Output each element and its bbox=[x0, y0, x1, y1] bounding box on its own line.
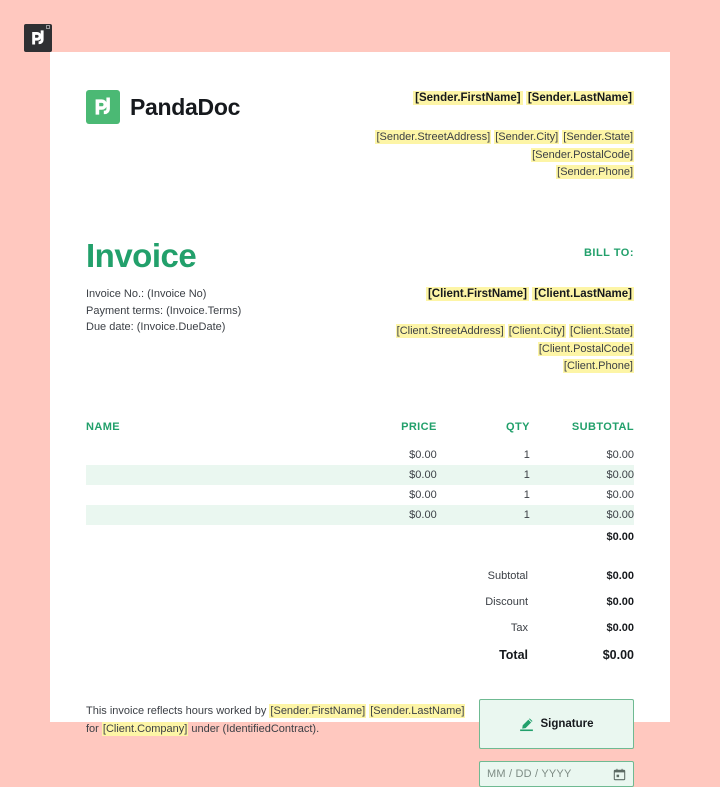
cell-subtotal: $0.00 bbox=[606, 449, 634, 462]
calendar-icon[interactable] bbox=[613, 768, 626, 781]
totals-label: Subtotal bbox=[487, 570, 528, 583]
cell-name bbox=[86, 505, 327, 525]
cell-subtotal: $0.00 bbox=[606, 531, 634, 544]
totals-value: $0.00 bbox=[606, 622, 634, 635]
table-row[interactable] bbox=[86, 485, 634, 505]
signature-label: Signature bbox=[540, 718, 594, 731]
client-last-name: [Client.LastName] bbox=[534, 288, 632, 301]
sender-phone: [Sender.Phone] bbox=[557, 165, 633, 178]
table-total-row bbox=[86, 525, 634, 547]
sender-city: [Sender.City] bbox=[495, 131, 559, 144]
cell-qty bbox=[437, 525, 530, 547]
line-items-table bbox=[86, 421, 634, 547]
brand-logo bbox=[86, 86, 240, 124]
invoice-meta bbox=[86, 286, 241, 336]
totals-value: $0.00 bbox=[602, 648, 634, 663]
column-header-subtotal: SUBTOTAL bbox=[571, 421, 634, 434]
footer-note bbox=[86, 699, 466, 738]
sender-address bbox=[375, 129, 634, 180]
cell-subtotal: $0.00 bbox=[530, 465, 634, 485]
client-phone: [Client.Phone] bbox=[563, 359, 633, 372]
totals-label: Discount bbox=[485, 596, 528, 609]
bill-to-label: BILL TO: bbox=[583, 247, 634, 260]
cell-price: $0.00 bbox=[327, 505, 437, 525]
cell-name bbox=[86, 525, 327, 547]
client-first-name: [Client.FirstName] bbox=[427, 288, 528, 301]
client-block bbox=[396, 286, 634, 375]
column-header-price: PRICE bbox=[401, 421, 437, 434]
date-field[interactable] bbox=[479, 761, 634, 787]
cell-subtotal: $0.00 bbox=[606, 489, 634, 502]
cell-qty: 1 bbox=[437, 465, 530, 485]
sender-block bbox=[375, 86, 634, 181]
totals-row-discount bbox=[374, 589, 634, 615]
invoice-due-line: Due date: (Invoice.DueDate) bbox=[86, 321, 226, 334]
totals-value: $0.00 bbox=[606, 596, 634, 609]
totals-row-total bbox=[374, 641, 634, 669]
document-footer bbox=[86, 699, 634, 787]
invoice-number-line: Invoice No.: (Invoice No) bbox=[86, 288, 207, 301]
invoice-terms-line: Payment terms: (Invoice.Terms) bbox=[86, 304, 242, 317]
totals-row-subtotal bbox=[374, 563, 634, 589]
footer-note-part2: for bbox=[86, 722, 102, 735]
sender-last-name: [Sender.LastName] bbox=[527, 92, 632, 104]
page-title: Invoice bbox=[86, 237, 197, 275]
date-placeholder: MM / DD / YYYY bbox=[487, 768, 572, 781]
client-name bbox=[396, 286, 634, 303]
sender-first-name: [Sender.FirstName] bbox=[415, 92, 521, 104]
cell-price: $0.00 bbox=[409, 489, 437, 502]
totals-summary bbox=[374, 563, 634, 669]
app-badge[interactable] bbox=[24, 24, 52, 52]
sender-name bbox=[375, 90, 634, 107]
cell-name bbox=[86, 485, 327, 505]
client-city: [Client.City] bbox=[508, 325, 565, 338]
signature-field[interactable] bbox=[479, 699, 634, 749]
totals-value: $0.00 bbox=[606, 570, 634, 583]
document-page bbox=[50, 52, 670, 781]
table-row[interactable] bbox=[86, 465, 634, 485]
client-state: [Client.State] bbox=[570, 325, 633, 338]
footer-client-company: [Client.Company] bbox=[102, 722, 188, 735]
column-header-qty: QTY bbox=[506, 421, 530, 434]
client-address bbox=[396, 323, 634, 374]
document-header bbox=[86, 86, 634, 181]
pandadoc-logo-icon bbox=[86, 90, 120, 124]
cell-qty: 1 bbox=[523, 489, 530, 502]
totals-label: Total bbox=[499, 648, 528, 663]
footer-note-part1: This invoice reflects hours worked by bbox=[86, 705, 270, 718]
cell-name bbox=[86, 445, 327, 465]
footer-sender-last-name: [Sender.LastName] bbox=[370, 705, 465, 718]
title-row bbox=[86, 237, 634, 275]
cell-name bbox=[86, 465, 327, 485]
totals-label: Tax bbox=[510, 622, 528, 635]
cell-price: $0.00 bbox=[327, 465, 437, 485]
table-row[interactable] bbox=[86, 505, 634, 525]
signature-column bbox=[479, 699, 634, 787]
sender-postal-code: [Sender.PostalCode] bbox=[532, 148, 633, 161]
footer-note-part3: under (IdentifiedContract). bbox=[188, 722, 320, 735]
sender-state: [Sender.State] bbox=[563, 131, 633, 144]
brand-name: PandaDoc bbox=[130, 93, 241, 120]
table-header-row bbox=[86, 421, 634, 445]
cell-price: $0.00 bbox=[409, 449, 437, 462]
client-postal-code: [Client.PostalCode] bbox=[538, 342, 633, 355]
meta-row bbox=[86, 286, 634, 375]
sender-street-address: [Sender.StreetAddress] bbox=[376, 131, 491, 144]
client-street-address: [Client.StreetAddress] bbox=[396, 325, 504, 338]
table-row[interactable] bbox=[86, 445, 634, 465]
cell-subtotal: $0.00 bbox=[530, 505, 634, 525]
totals-row-tax bbox=[374, 615, 634, 641]
footer-sender-first-name: [Sender.FirstName] bbox=[270, 705, 366, 718]
pen-icon bbox=[519, 717, 534, 732]
cell-price bbox=[327, 525, 437, 547]
column-header-name: NAME bbox=[86, 421, 120, 434]
cell-qty: 1 bbox=[523, 449, 530, 462]
registered-mark-icon bbox=[46, 25, 50, 29]
cell-qty: 1 bbox=[437, 505, 530, 525]
